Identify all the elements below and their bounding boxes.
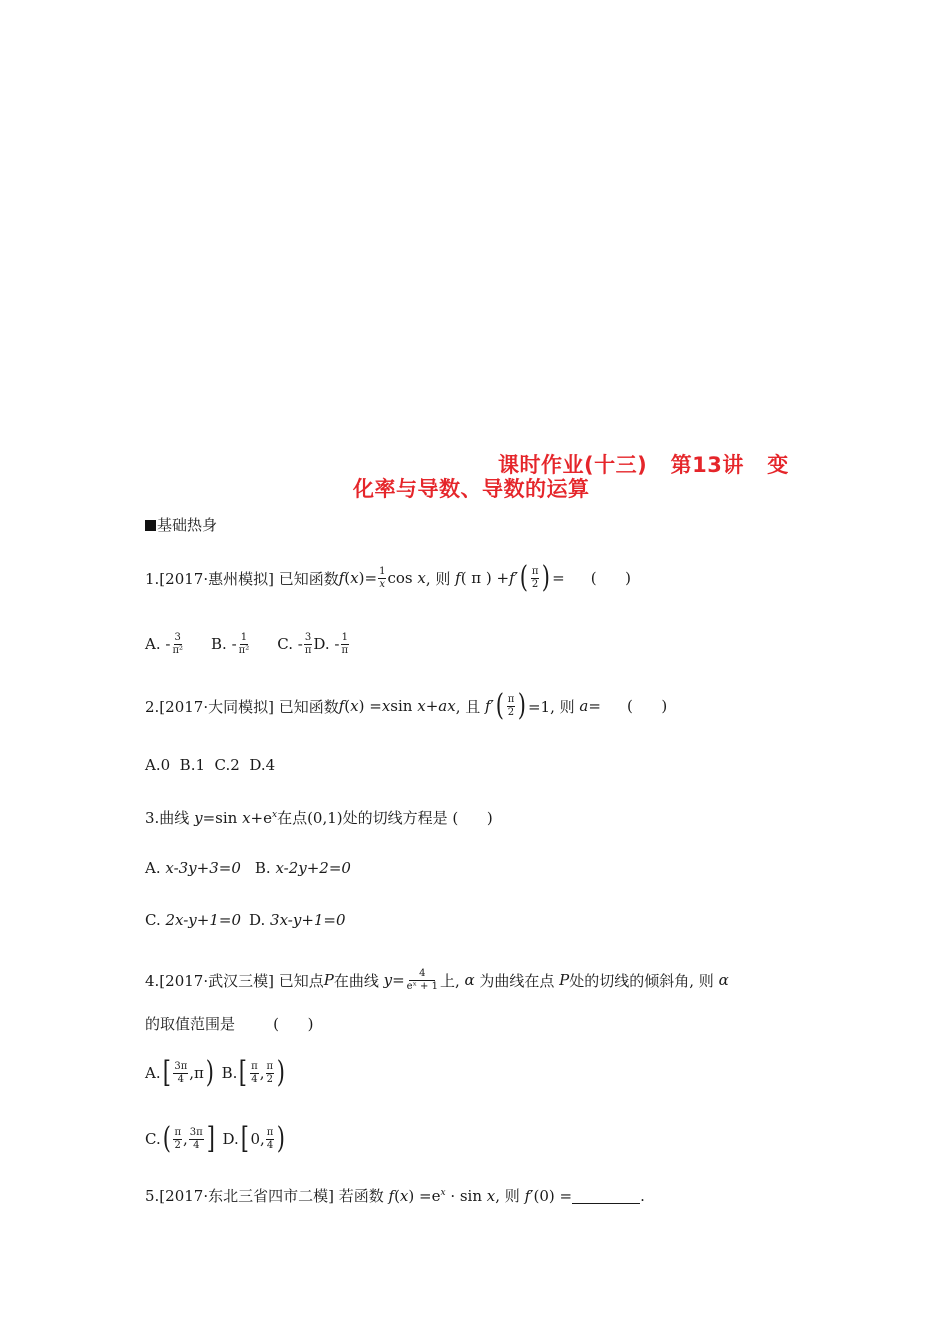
- q4-c-den2: 4: [193, 1139, 200, 1151]
- q4-frac-num: 4: [409, 968, 435, 981]
- q2-x2: x: [417, 697, 426, 715]
- q4-c-num2: 3π: [189, 1126, 203, 1138]
- q2-lead: 2.[2017·大同模拟] 已知函数: [145, 697, 339, 716]
- q1-b-num: 1: [240, 631, 248, 643]
- q3-body: =sin: [202, 809, 243, 827]
- question-4: [145, 962, 729, 998]
- q4-options-cd: [145, 1120, 287, 1158]
- q4-P2: P: [559, 971, 570, 989]
- question-5: 5.[2017·东北三省四市二模] 若函数 $f(x) =e^x \cdot \sin x$, 则 f′(0) = .: [145, 1187, 645, 1205]
- q3-sup: x: [272, 810, 278, 820]
- question-1: [145, 560, 631, 596]
- q4-d-den: 4: [266, 1139, 274, 1151]
- q5-f2: f: [524, 1187, 531, 1205]
- q1-d-num: 1: [341, 631, 348, 643]
- q2-answer-bracket: ( ): [626, 697, 668, 715]
- q3-option-c: 2x-y+1=0: [165, 911, 241, 929]
- q2-xv: x: [381, 697, 391, 715]
- q4-option-b-label: B.: [221, 1064, 238, 1082]
- q1-lead: 1.[2017·惠州模拟] 已知函数: [145, 569, 339, 588]
- q4-mid2: 上,: [439, 971, 465, 990]
- q5-answer-blank[interactable]: [572, 1189, 640, 1204]
- q2-ax: ax: [438, 697, 456, 715]
- q2-prime: ′: [490, 697, 494, 715]
- q1-d-den: π: [341, 644, 349, 656]
- q3-tail: +e: [250, 809, 272, 827]
- q1-option-a-label: A. -: [145, 635, 171, 653]
- q2-arg-paren: ( $\frac{\pi}{2}$ ): [495, 688, 527, 723]
- q1-prime: ′: [514, 569, 519, 587]
- q4-d-num: π: [266, 1126, 274, 1138]
- q2-options: A.0 B.1 C.2 D.4: [145, 756, 276, 774]
- q5-x2: x: [486, 1187, 496, 1205]
- q1-cos: cos: [387, 569, 418, 587]
- q1-f3: f: [509, 569, 515, 587]
- q4-mid3: 为曲线在点: [474, 971, 560, 990]
- q1-eq: =: [364, 569, 378, 587]
- q1-arg-num: π: [531, 565, 539, 577]
- q3-option-a-label: A.: [145, 859, 166, 877]
- q4-option-c: ( $\frac{\pi}{2}$ , $\frac{3\pi}{4}$ ]: [162, 1121, 215, 1156]
- q1-x: x: [350, 569, 359, 587]
- q1-option-d-label: D. -: [313, 635, 340, 653]
- q5-sup: x: [440, 1188, 446, 1198]
- q5-prime: ′: [530, 1187, 534, 1205]
- q4-y: y: [383, 971, 393, 989]
- q4-alpha: α: [464, 971, 475, 989]
- q4-b-den1: 4: [251, 1073, 258, 1085]
- q4-fraction: [406, 968, 439, 993]
- q4-a-den: 4: [177, 1073, 184, 1085]
- q3-options-cd: [145, 911, 346, 929]
- q2-f: f: [338, 697, 345, 715]
- q1-b-den: π²: [238, 644, 250, 656]
- q2-x: x: [350, 697, 359, 715]
- q1-arg-den: 2: [531, 578, 539, 590]
- q2-plus: +: [425, 697, 439, 715]
- q2-eq: =: [364, 697, 382, 715]
- q4-c-num1: π: [174, 1126, 182, 1138]
- q4-alpha2: α: [718, 971, 729, 989]
- q1-options: [145, 626, 350, 662]
- q2-arg-num: π: [507, 693, 515, 705]
- q4-b-den2: 2: [266, 1073, 273, 1085]
- q2-eq2: =: [588, 697, 601, 715]
- q1-then: , 则: [425, 569, 456, 588]
- q3-y: y: [194, 809, 203, 827]
- q2-f2: f: [485, 697, 491, 715]
- q4-b-num2: π: [266, 1060, 274, 1072]
- q1-pi-part: ( π ) +: [460, 569, 510, 587]
- q4-options-ab: [145, 1054, 287, 1092]
- q1-a-num: 3: [174, 631, 181, 643]
- q1-c-den: π: [304, 644, 312, 656]
- q2-after: =1, 则: [527, 697, 580, 716]
- q4-eq: =: [392, 971, 405, 989]
- q4-option-b: [ $\frac{\pi}{4}$ , $\frac{\pi}{2}$ ): [239, 1055, 286, 1090]
- q1-option-b-label: B. -: [211, 635, 237, 653]
- q4-option-d-label: D.: [222, 1130, 239, 1148]
- section-header: [145, 514, 217, 535]
- q4-d-first: 0,: [250, 1130, 265, 1148]
- q1-a-den: π²: [172, 644, 184, 656]
- q4-option-a-label: A.: [145, 1064, 161, 1082]
- q4-c-den1: 2: [174, 1139, 181, 1151]
- q1-option-d-frac: [341, 632, 350, 657]
- q1-fraction: [378, 566, 386, 591]
- q1-end: =: [552, 569, 565, 587]
- section-label: 基础热身: [157, 516, 218, 534]
- q1-paren-close: ): [358, 569, 365, 587]
- q1-f2: f: [455, 569, 461, 587]
- q4-option-d: [ 0, $\frac{\pi}{4}$ ): [240, 1121, 286, 1156]
- q4-option-c-label: C.: [145, 1130, 161, 1148]
- q4-P: P: [323, 971, 334, 989]
- q1-answer-bracket: ( ): [590, 569, 631, 587]
- q3-x: x: [242, 809, 251, 827]
- q5-then: , 则: [495, 1187, 525, 1205]
- q3-rest: 在点(0,1)处的切线方程是 ( ): [277, 809, 493, 827]
- q4-a-num: 3π: [174, 1060, 188, 1072]
- q1-option-c-label: C. -: [277, 635, 303, 653]
- q1-c-num: 3: [304, 631, 312, 643]
- q1-frac-num: 1: [379, 565, 386, 577]
- question-2: 2.[2017·大同模拟] 已知函数 f ( x ) = x sin x + ax , 且 f ′ ( $\frac{\pi}{2}$ ) =1, 则 a = ( ): [145, 688, 668, 723]
- q5-f: f: [388, 1187, 395, 1205]
- q4-line2: 的取值范围是 ( ): [145, 1015, 314, 1033]
- q4-option-a: [ $\frac{3\pi}{4}$ ,π ): [162, 1055, 214, 1090]
- q1-paren-open: (: [344, 569, 351, 587]
- q4-a-rest: ,π: [189, 1064, 204, 1082]
- q4-mid1: 在曲线: [333, 971, 384, 990]
- q1-option-c-frac: [304, 632, 313, 657]
- q5-mid: · sin: [445, 1187, 487, 1205]
- q1-option-b-frac: [238, 632, 251, 657]
- q3-option-a: x-3y+3=0: [165, 859, 241, 877]
- q5-body: =e: [414, 1187, 441, 1205]
- q3-option-b: x-2y+2=0: [275, 859, 351, 877]
- q4-frac-den: eˣ + 1: [406, 980, 438, 992]
- q4-lead: 4.[2017·武汉三模] 已知点: [145, 971, 324, 990]
- q3-lead: 3.曲线: [145, 809, 195, 827]
- q2-a: a: [579, 697, 589, 715]
- q2-arg-den: 2: [507, 706, 515, 718]
- q4-mid4: 处的切线的倾斜角, 则: [569, 971, 719, 990]
- q3-option-d: 3x-y+1=0: [270, 911, 346, 929]
- q5-arg: (0) =: [533, 1187, 573, 1205]
- q3-options-ab: [145, 859, 351, 877]
- q5-x: x: [399, 1187, 409, 1205]
- q5-lead: 5.[2017·东北三省四市二模] 若函数: [145, 1187, 389, 1205]
- q1-frac-den: x: [379, 578, 386, 590]
- q3-option-c-label: C.: [145, 911, 166, 929]
- question-3: [145, 807, 493, 828]
- q1-x2: x: [417, 569, 426, 587]
- q3-option-d-label: D.: [249, 911, 271, 929]
- q2-sin: sin: [390, 697, 418, 715]
- square-bullet-icon: [145, 520, 156, 531]
- page-title-line2: 化率与导数、导数的运算: [353, 477, 590, 501]
- q1-option-a-frac: [171, 632, 184, 657]
- q2-mid: , 且: [455, 697, 485, 716]
- page-title-line1: 课时作业(十三) 第13讲 变: [498, 453, 789, 477]
- q1-f: f: [338, 569, 345, 587]
- q5-end: .: [640, 1187, 645, 1205]
- q1-arg-paren: ( $\frac{\pi}{2}$ ): [519, 560, 551, 595]
- q3-option-b-label: B.: [254, 859, 276, 877]
- q4-b-num1: π: [251, 1060, 258, 1072]
